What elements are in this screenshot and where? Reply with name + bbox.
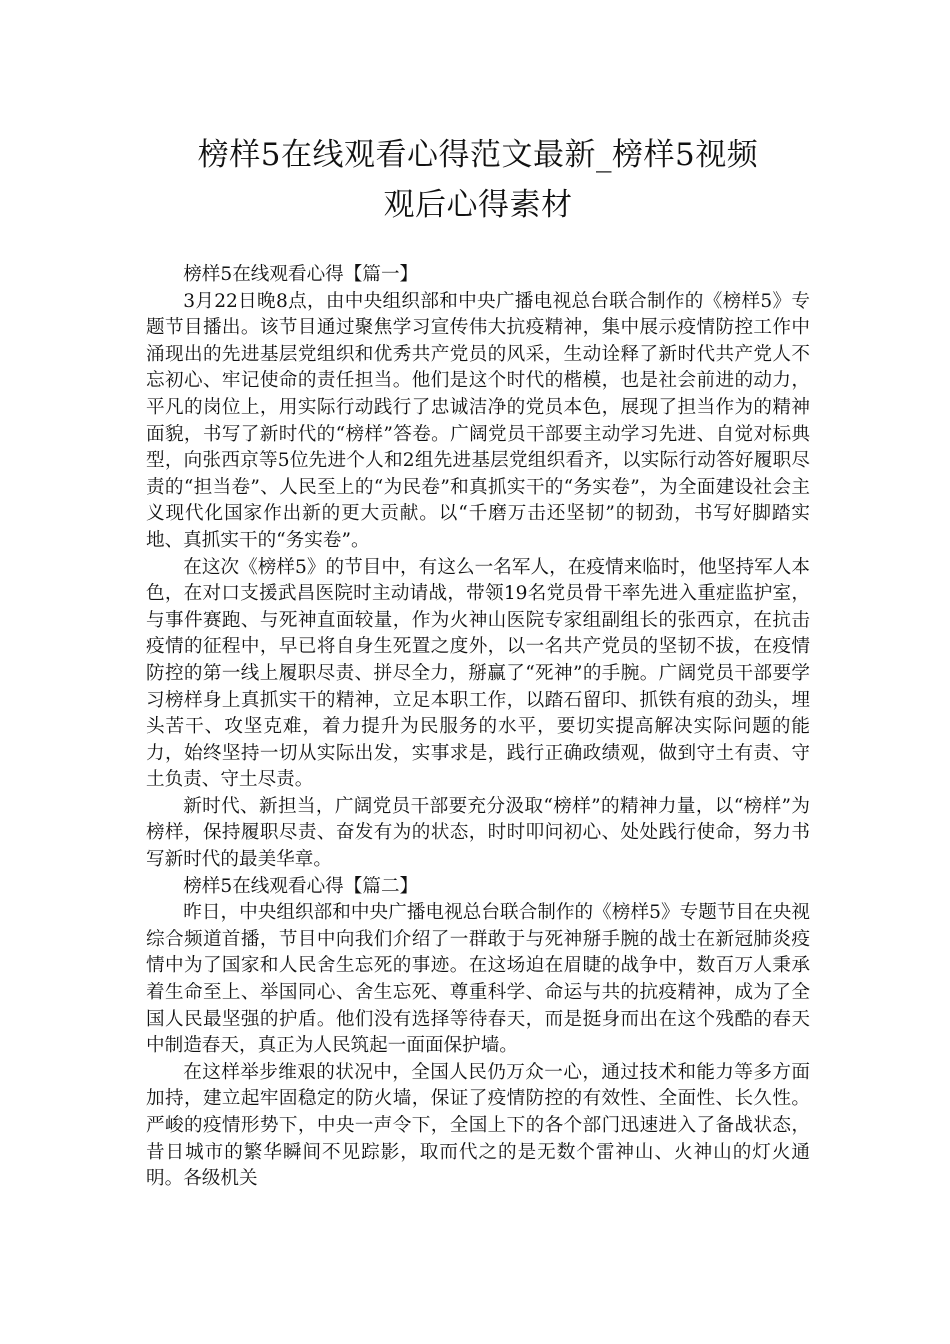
paragraph: 3月22日晚8点，由中央组织部和中央广播电视总台联合制作的《榜样5》专题节目播出。该节目通过聚焦学习宣传伟大抗疫精神，集中展示疫情防控工作中涌现出的先进基层党组织和优秀共产党员的风采，生动诠释了新时代共产党人不忘初心、牢记使命的责任担当。他们是这个时代的楷模，也是社会前进的动力，平凡的岗位上，用实际行动践行了忠诚洁净的党员本色，展现了担当作为的精神面貌，书写了新时代的“榜样”答卷。广阔党员干部要主动学习先进、自觉对标典型，向张西京等5位先进个人和2组先进基层党组织看齐，以实际行动答好履职尽责的“担当卷”、人民至上的“为民卷”和真抓实干的“务实卷”，为全面建设社会主义现代化国家作出新的更大贡献。以“千磨万击还坚韧”的韧劲，书写好脚踏实地、真抓实干的“务实卷”。 [146,290,810,551]
document-title [146,130,810,230]
paragraph: 昨日，中央组织部和中央广播电视总台联合制作的《榜样5》专题节目在央视综合频道首播，节目中向我们介绍了一群敢于与死神掰手腕的战士在新冠肺炎疫情中为了国家和人民舍生忘死的事迹。在这场迫在眉睫的战争中，数百万人秉承着生命至上、举国同心、舍生忘死、尊重科学、命运与共的抗疫精神，成为了全国人民最坚强的护盾。他们没有选择等待春天，而是挺身而出在这个残酷的春天中制造春天，真正为人民筑起一面面保护墙。 [146,902,810,1057]
paragraph: 在这样举步维艰的状况中，全国人民仍万众一心，通过技术和能力等多方面加持，建立起牢固稳定的防火墙，保证了疫情防控的有效性、全面性、长久性。严峻的疫情形势下，中央一声令下，全国上下的各个部门迅速进入了备战状态，昔日城市的繁华瞬间不见踪影，取而代之的是无数个雷神山、火神山的灯火通明。各级机关 [146,1061,810,1190]
title-line-2: 观后心得素材 [383,187,573,223]
paragraph: 在这次《榜样5》的节目中，有这么一名军人，在疫情来临时，他坚持军人本色，在对口支援武昌医院时主动请战，带领19名党员骨干率先进入重症监护室，与事件赛跑、与死神直面较量，作为火神山医院专家组副组长的张西京，在抗击疫情的征程中，早已将自身生死置之度外，以一名共产党员的坚韧不拔，在疫情防控的第一线上履职尽责、拼尽全力，掰赢了“死神”的手腕。广阔党员干部要学习榜样身上真抓实干的精神，立足本职工作，以踏石留印、抓铁有痕的劲头，埋头苦干、攻坚克难，着力提升为民服务的水平，要切实提高解决实际问题的能力，始终坚持一切从实际出发，实事求是，践行正确政绩观，做到守土有责、守土负责、守土尽责。 [146,556,810,791]
section-heading-1: 榜样5在线观看心得【篇一】 [183,264,419,285]
title-line-1: 榜样5在线观看心得范文最新_榜样5视频 [197,137,759,173]
document-body [146,262,810,1193]
paragraph: 新时代、新担当，广阔党员干部要充分汲取“榜样”的精神力量，以“榜样”为榜样，保持履职尽责、奋发有为的状态，时时叩问初心、处处践行使命，努力书写新时代的最美华章。 [146,795,810,871]
section-heading-2: 榜样5在线观看心得【篇二】 [183,875,419,897]
